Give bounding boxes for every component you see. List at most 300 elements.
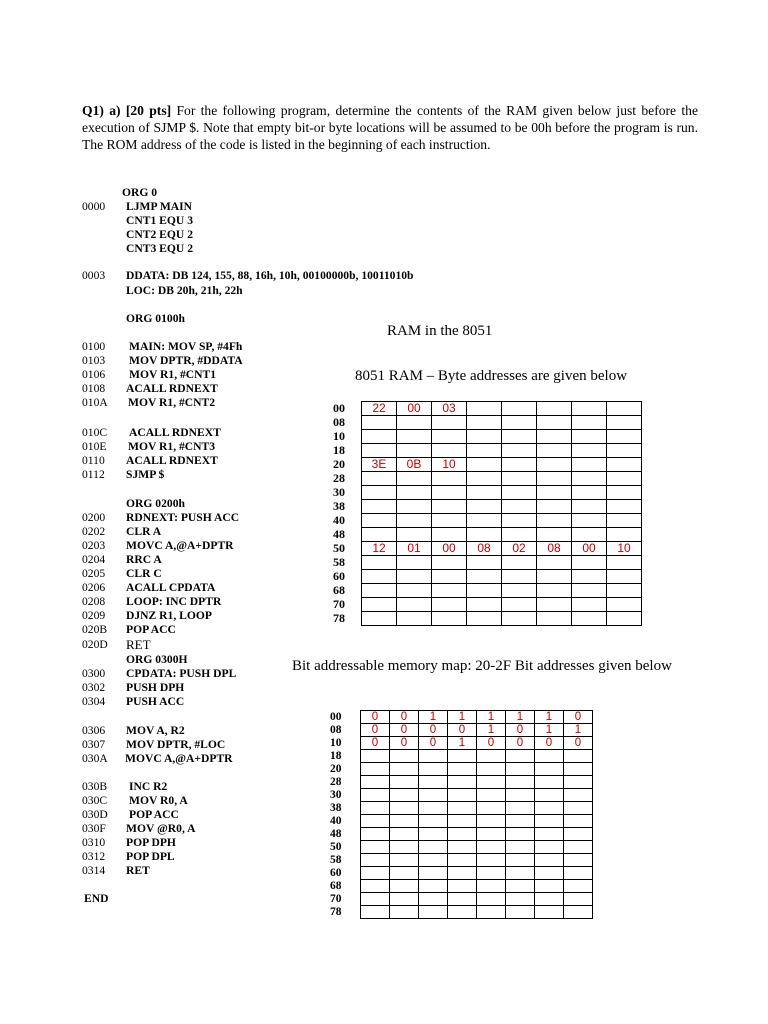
bit-row: [328, 802, 593, 815]
ram-cell: 22: [362, 402, 397, 416]
bit-cell: [477, 880, 506, 893]
ram-cell: [467, 402, 502, 416]
bit-cell: [361, 763, 390, 776]
bit-row: [328, 867, 593, 880]
bit-row-label: 70: [330, 893, 342, 905]
code-address: 0112: [82, 468, 105, 481]
bit-cell: [419, 776, 448, 789]
bit-cell: [361, 802, 390, 815]
code-instruction: ACALL CPDATA: [126, 581, 216, 594]
ram-cell: [607, 570, 642, 584]
ram-cell: [572, 570, 607, 584]
ram-row: [331, 444, 642, 458]
ram-cell: 00: [397, 402, 432, 416]
code-address: 0000: [82, 200, 106, 213]
ram-cell: [432, 444, 467, 458]
bit-cell: 1: [477, 724, 506, 737]
bit-cell: [419, 815, 448, 828]
ram-cell: [467, 416, 502, 430]
code-instruction: POP DPH: [126, 836, 176, 849]
ram-cell: [502, 472, 537, 486]
bit-cell: [564, 776, 593, 789]
ram-cell: 12: [362, 542, 397, 556]
code-instruction: PUSH DPH: [126, 681, 185, 694]
bit-cell: [419, 867, 448, 880]
bit-cell: [419, 828, 448, 841]
code-instruction: RRC A: [126, 553, 162, 566]
bit-cell: [506, 776, 535, 789]
code-address: 010C: [82, 426, 108, 439]
bit-cell: [361, 906, 390, 919]
bit-cell: [448, 867, 477, 880]
bit-row: [328, 828, 593, 841]
ram-cell: [537, 402, 572, 416]
bit-cell: 0: [390, 737, 419, 750]
ram-cell: [537, 528, 572, 542]
ram-cell: [362, 430, 397, 444]
code-address: 0209: [82, 609, 106, 622]
ram-cell: [397, 514, 432, 528]
ram-cell: [432, 584, 467, 598]
ram-cell: [607, 458, 642, 472]
ram-cell: [432, 570, 467, 584]
ram-row-label: 68: [333, 583, 345, 597]
ram-cell: [397, 500, 432, 514]
ram-cell: [537, 430, 572, 444]
bit-cell: [564, 906, 593, 919]
bit-cell: [535, 776, 564, 789]
bit-cell: [390, 802, 419, 815]
bit-cell: [477, 802, 506, 815]
ram-cell: [467, 486, 502, 500]
code-instruction: CPDATA: PUSH DPL: [126, 667, 237, 680]
bit-cell: [535, 789, 564, 802]
code-instruction: CLR C: [126, 567, 162, 580]
code-address: 020B: [82, 623, 108, 636]
bit-cell: 1: [448, 711, 477, 724]
bit-cell: [390, 906, 419, 919]
code-instruction: DJNZ R1, LOOP: [126, 609, 212, 622]
bit-row-label: 40: [330, 815, 342, 827]
ram-cell: [397, 570, 432, 584]
bit-cell: 1: [564, 724, 593, 737]
bit-row: [328, 763, 593, 776]
bit-cell: [448, 776, 477, 789]
ram-byte-table: [331, 401, 642, 626]
code-instruction: MOV DPTR, #DDATA: [129, 354, 243, 367]
bit-cell: 0: [419, 737, 448, 750]
bit-cell: [506, 763, 535, 776]
bit-cell: [361, 776, 390, 789]
bit-cell: 0: [361, 711, 390, 724]
ram-row: [331, 542, 642, 556]
code-instruction: CNT3 EQU 2: [126, 242, 193, 255]
bit-cell: [477, 776, 506, 789]
code-instruction: MOV R0, A: [129, 794, 188, 807]
ram-cell: [467, 472, 502, 486]
bit-cell: 0: [506, 737, 535, 750]
code-address: 0312: [82, 850, 106, 863]
ram-cell: [397, 416, 432, 430]
ram-cell: [432, 500, 467, 514]
ram-cell: [502, 570, 537, 584]
bit-cell: [361, 841, 390, 854]
ram-row-label: 20: [333, 457, 345, 471]
ram-cell: [467, 612, 502, 626]
ram-cell: [537, 570, 572, 584]
ram-cell: 00: [432, 542, 467, 556]
bit-cell: [390, 815, 419, 828]
ram-cell: [432, 514, 467, 528]
ram-cell: [572, 584, 607, 598]
question-label: Q1) a) [20 pts]: [82, 103, 172, 118]
code-address: 030A: [82, 752, 108, 765]
code-instruction: MOVC A,@A+DPTR: [125, 752, 233, 765]
ram-cell: [397, 556, 432, 570]
bit-cell: [448, 854, 477, 867]
bit-cell: 0: [361, 737, 390, 750]
code-instruction: PUSH ACC: [126, 695, 185, 708]
bit-cell: [477, 815, 506, 828]
ram-cell: [537, 500, 572, 514]
ram-cell: [537, 514, 572, 528]
bit-cell: [448, 880, 477, 893]
code-instruction: ORG 0: [122, 186, 158, 199]
ram-cell: [537, 556, 572, 570]
ram-cell: [362, 570, 397, 584]
ram-cell: [362, 416, 397, 430]
bit-cell: [477, 906, 506, 919]
bit-cell: [506, 802, 535, 815]
code-address: 0200: [82, 511, 106, 524]
bit-cell: [419, 802, 448, 815]
ram-row: [331, 556, 642, 570]
ram-cell: [502, 486, 537, 500]
bit-row: [328, 906, 593, 919]
bit-cell: [564, 880, 593, 893]
ram-cell: 01: [397, 542, 432, 556]
bit-row: [328, 841, 593, 854]
code-address: 0208: [82, 595, 106, 608]
bit-row: [328, 750, 593, 763]
bit-cell: [477, 854, 506, 867]
ram-cell: [607, 486, 642, 500]
bit-cell: [564, 828, 593, 841]
ram-cell: [362, 472, 397, 486]
ram-cell: [502, 612, 537, 626]
bit-row: [328, 711, 593, 724]
ram-cell: [467, 528, 502, 542]
ram-cell: [572, 598, 607, 612]
ram-row-label: 28: [333, 471, 345, 485]
ram-cell: [397, 444, 432, 458]
code-address: 0103: [82, 354, 106, 367]
ram-cell: [572, 416, 607, 430]
ram-row-label: 58: [333, 555, 345, 569]
code-instruction: MOV @R0, A: [126, 822, 196, 835]
bit-cell: [477, 828, 506, 841]
ram-row: [331, 528, 642, 542]
ram-cell: [467, 556, 502, 570]
ram-cell: [502, 458, 537, 472]
bit-cell: [390, 841, 419, 854]
code-instruction: CNT2 EQU 2: [126, 228, 193, 241]
code-address: 0205: [82, 567, 106, 580]
code-address: 0003: [82, 269, 106, 282]
ram-cell: [502, 500, 537, 514]
bit-cell: [361, 789, 390, 802]
bit-row-label: 58: [330, 854, 342, 866]
bit-row-label: 00: [330, 711, 342, 723]
ram-cell: [362, 584, 397, 598]
bit-cell: 1: [448, 737, 477, 750]
ram-row-label: 18: [333, 443, 345, 457]
bit-row-label: 68: [330, 880, 342, 892]
ram-row-label: 10: [333, 429, 345, 443]
bit-row-label: 20: [330, 763, 342, 775]
bit-cell: 0: [506, 724, 535, 737]
bit-cell: [535, 880, 564, 893]
ram-cell: 08: [537, 542, 572, 556]
ram-cell: [467, 458, 502, 472]
bit-row-label: 28: [330, 776, 342, 788]
ram-cell: [432, 416, 467, 430]
code-address: 0100: [82, 340, 106, 353]
bit-cell: [477, 763, 506, 776]
question-text: [82, 102, 698, 153]
bit-address-table: [328, 710, 593, 919]
bit-cell: [390, 763, 419, 776]
ram-cell: [432, 598, 467, 612]
ram-cell: 08: [467, 542, 502, 556]
bit-cell: [390, 750, 419, 763]
code-address: 0307: [82, 738, 106, 751]
code-instruction: RET: [126, 637, 151, 652]
bit-cell: [361, 750, 390, 763]
ram-cell: [607, 514, 642, 528]
code-address: 030F: [82, 822, 106, 835]
code-address: 030B: [82, 780, 108, 793]
bit-cell: [390, 776, 419, 789]
ram-cell: [607, 430, 642, 444]
bit-row: [328, 789, 593, 802]
ram-row-label: 30: [333, 485, 345, 499]
bit-cell: [506, 815, 535, 828]
ram-cell: [432, 556, 467, 570]
ram-cell: [397, 598, 432, 612]
bit-cell: [564, 841, 593, 854]
bit-cell: 0: [564, 737, 593, 750]
bit-cell: [419, 893, 448, 906]
ram-row-label: 78: [333, 611, 345, 625]
ram-cell: [502, 430, 537, 444]
ram-cell: [362, 598, 397, 612]
ram-cell: [467, 430, 502, 444]
bit-cell: 0: [361, 724, 390, 737]
ram-cell: [607, 584, 642, 598]
ram-cell: [362, 486, 397, 500]
ram-cell: [572, 612, 607, 626]
ram-row-label: 08: [333, 415, 345, 429]
bit-cell: [448, 828, 477, 841]
code-address: 0204: [82, 553, 106, 566]
ram-row-label: 70: [333, 597, 345, 611]
bit-cell: [506, 906, 535, 919]
ram-cell: [502, 444, 537, 458]
ram-cell: [537, 612, 572, 626]
code-address: 030D: [82, 808, 108, 821]
code-instruction: INC R2: [129, 780, 168, 793]
ram-cell: [572, 556, 607, 570]
ram-row: [331, 486, 642, 500]
bit-cell: 0: [390, 724, 419, 737]
ram-cell: [397, 612, 432, 626]
bit-cell: [506, 828, 535, 841]
ram-cell: [537, 472, 572, 486]
bit-cell: [535, 854, 564, 867]
ram-cell: [537, 584, 572, 598]
code-instruction: CNT1 EQU 3: [126, 214, 193, 227]
code-address: 0310: [82, 836, 106, 849]
ram-cell: [467, 514, 502, 528]
code-instruction: END: [84, 892, 109, 905]
bit-cell: [535, 802, 564, 815]
ram-row: [331, 514, 642, 528]
ram-cell: 3E: [362, 458, 397, 472]
ram-cell: [572, 472, 607, 486]
code-address: 0302: [82, 681, 106, 694]
ram-cell: [397, 430, 432, 444]
bit-cell: [535, 828, 564, 841]
ram-cell: [537, 598, 572, 612]
code-address: 0108: [82, 382, 106, 395]
ram-cell: [467, 570, 502, 584]
code-instruction: POP ACC: [126, 623, 176, 636]
ram-cell: [362, 514, 397, 528]
bit-cell: [448, 893, 477, 906]
bit-cell: [361, 880, 390, 893]
bit-cell: 0: [390, 711, 419, 724]
bit-row: [328, 776, 593, 789]
ram-cell: 00: [572, 542, 607, 556]
ram-cell: [572, 486, 607, 500]
code-instruction: MAIN: MOV SP, #4Fh: [129, 340, 243, 353]
bit-cell: [448, 841, 477, 854]
bit-cell: 1: [419, 711, 448, 724]
bit-cell: [477, 789, 506, 802]
bit-cell: [535, 867, 564, 880]
ram-cell: [607, 444, 642, 458]
ram-cell: [502, 514, 537, 528]
bit-cell: [390, 880, 419, 893]
ram-cell: [502, 528, 537, 542]
ram-cell: [572, 528, 607, 542]
bit-cell: [564, 854, 593, 867]
ram-cell: [362, 612, 397, 626]
bit-row: [328, 737, 593, 750]
ram-row-label: 60: [333, 569, 345, 583]
code-instruction: ORG 0300H: [126, 653, 188, 666]
bit-cell: [506, 867, 535, 880]
code-address: 0202: [82, 525, 106, 538]
ram-cell: [502, 416, 537, 430]
bit-cell: [564, 893, 593, 906]
bit-cell: [448, 750, 477, 763]
bit-cell: [361, 854, 390, 867]
bit-cell: 1: [535, 711, 564, 724]
code-address: 0300: [82, 667, 106, 680]
code-instruction: SJMP $: [126, 468, 165, 481]
code-instruction: MOV DPTR, #LOC: [126, 738, 226, 751]
bit-cell: [361, 828, 390, 841]
code-instruction: MOV R1, #CNT1: [129, 368, 217, 381]
ram-cell: 10: [432, 458, 467, 472]
ram-cell: [607, 472, 642, 486]
code-instruction: CLR A: [126, 525, 162, 538]
code-address: 010A: [82, 396, 108, 409]
ram-cell: [432, 472, 467, 486]
bit-row-label: 60: [330, 867, 342, 879]
ram-row-label: 48: [333, 527, 345, 541]
ram-cell: [607, 528, 642, 542]
code-instruction: ORG 0200h: [126, 497, 185, 510]
code-address: 0314: [82, 864, 106, 877]
ram-cell: 0B: [397, 458, 432, 472]
bit-cell: [448, 815, 477, 828]
bit-row: [328, 854, 593, 867]
bit-cell: [361, 867, 390, 880]
ram-row-label: 00: [333, 401, 345, 415]
bit-cell: [448, 906, 477, 919]
ram-subtitle: 8051 RAM – Byte addresses are given below: [355, 368, 628, 384]
ram-cell: [537, 416, 572, 430]
ram-cell: [537, 444, 572, 458]
ram-cell: [432, 430, 467, 444]
bit-cell: [390, 828, 419, 841]
ram-cell: [607, 556, 642, 570]
bit-cell: [564, 867, 593, 880]
bit-cell: [361, 893, 390, 906]
question-body: For the following program, determine the contents of the RAM given below just before the execution of SJMP $. Note that empty bit-or byte locations will be assumed to be 00h before the program is run. The ROM address of the code is listed in the beginning of each instruction.: [82, 103, 698, 152]
bit-cell: [419, 906, 448, 919]
bit-cell: 1: [535, 724, 564, 737]
ram-cell: [607, 402, 642, 416]
code-instruction: LOOP: INC DPTR: [126, 595, 222, 608]
ram-row-label: 40: [333, 513, 345, 527]
code-instruction: ACALL RDNEXT: [126, 454, 218, 467]
bit-cell: [535, 906, 564, 919]
bit-row: [328, 815, 593, 828]
bit-row: [328, 893, 593, 906]
ram-cell: [572, 444, 607, 458]
bit-cell: [390, 854, 419, 867]
bit-row: [328, 724, 593, 737]
ram-cell: [607, 612, 642, 626]
ram-cell: [607, 598, 642, 612]
ram-row-label: 38: [333, 499, 345, 513]
ram-row: [331, 402, 642, 416]
bit-cell: [564, 750, 593, 763]
ram-row: [331, 584, 642, 598]
code-address: 0206: [82, 581, 106, 594]
code-address: 0203: [82, 539, 106, 552]
code-address: 020D: [82, 638, 108, 651]
code-instruction: POP ACC: [129, 808, 179, 821]
code-instruction: LOC: DB 20h, 21h, 22h: [126, 284, 243, 297]
ram-cell: [362, 444, 397, 458]
bit-row-label: 30: [330, 789, 342, 801]
bit-row-label: 38: [330, 802, 342, 814]
